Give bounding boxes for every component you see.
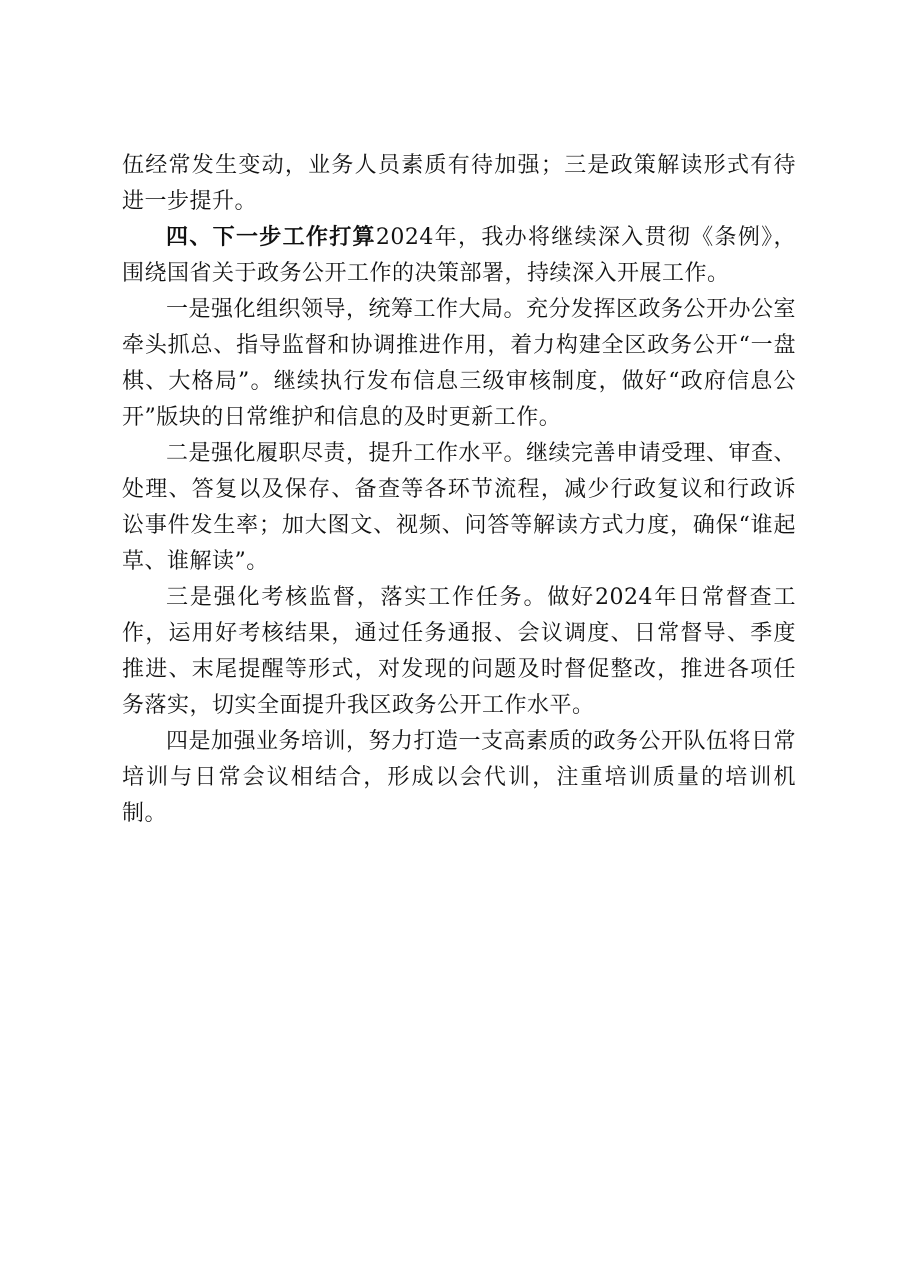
section-heading: 四、下一步工作打算 bbox=[166, 225, 376, 250]
continuation-paragraph: 伍经常发生变动，业务人员素质有待加强；三是政策解读形式有待进一步提升。 bbox=[122, 153, 796, 214]
paragraph-3: 三是强化考核监督，落实工作任务。做好2024年日常督查工作，运用好考核结果，通过任务通报、会议调度、日常督导、季度推进、末尾提醒等形式，对发现的问题及时督促整改，推进各项任务落实，切实全面提升我区政务公开工作水平。 bbox=[122, 585, 796, 718]
document-body bbox=[122, 148, 796, 832]
section-heading-paragraph bbox=[122, 220, 796, 292]
paragraph-2: 二是强化履职尽责，提升工作水平。继续完善申请受理、审查、处理、答复以及保存、备查等各环节流程，减少行政复议和行政诉讼事件发生率；加大图文、视频、问答等解读方式力度，确保“谁起草、谁解读”。 bbox=[122, 441, 797, 574]
paragraph-1: 一是强化组织领导，统筹工作大局。充分发挥区政务公开办公室牵头抓总、指导监督和协调推进作用，着力构建全区政务公开“一盘棋、大格局”。继续执行发布信息三级审核制度，做好“政府信息公开”版块的日常维护和信息的及时更新工作。 bbox=[122, 297, 797, 430]
paragraph-4: 四是加强业务培训，努力打造一支高素质的政务公开队伍将日常培训与日常会议相结合，形成以会代训，注重培训质量的培训机制。 bbox=[122, 729, 797, 826]
section-intro: 2024年，我办将继续深入贯彻《条例》，围绕国省关于政务公开工作的决策部署，持续深入开展工作。 bbox=[122, 225, 796, 286]
